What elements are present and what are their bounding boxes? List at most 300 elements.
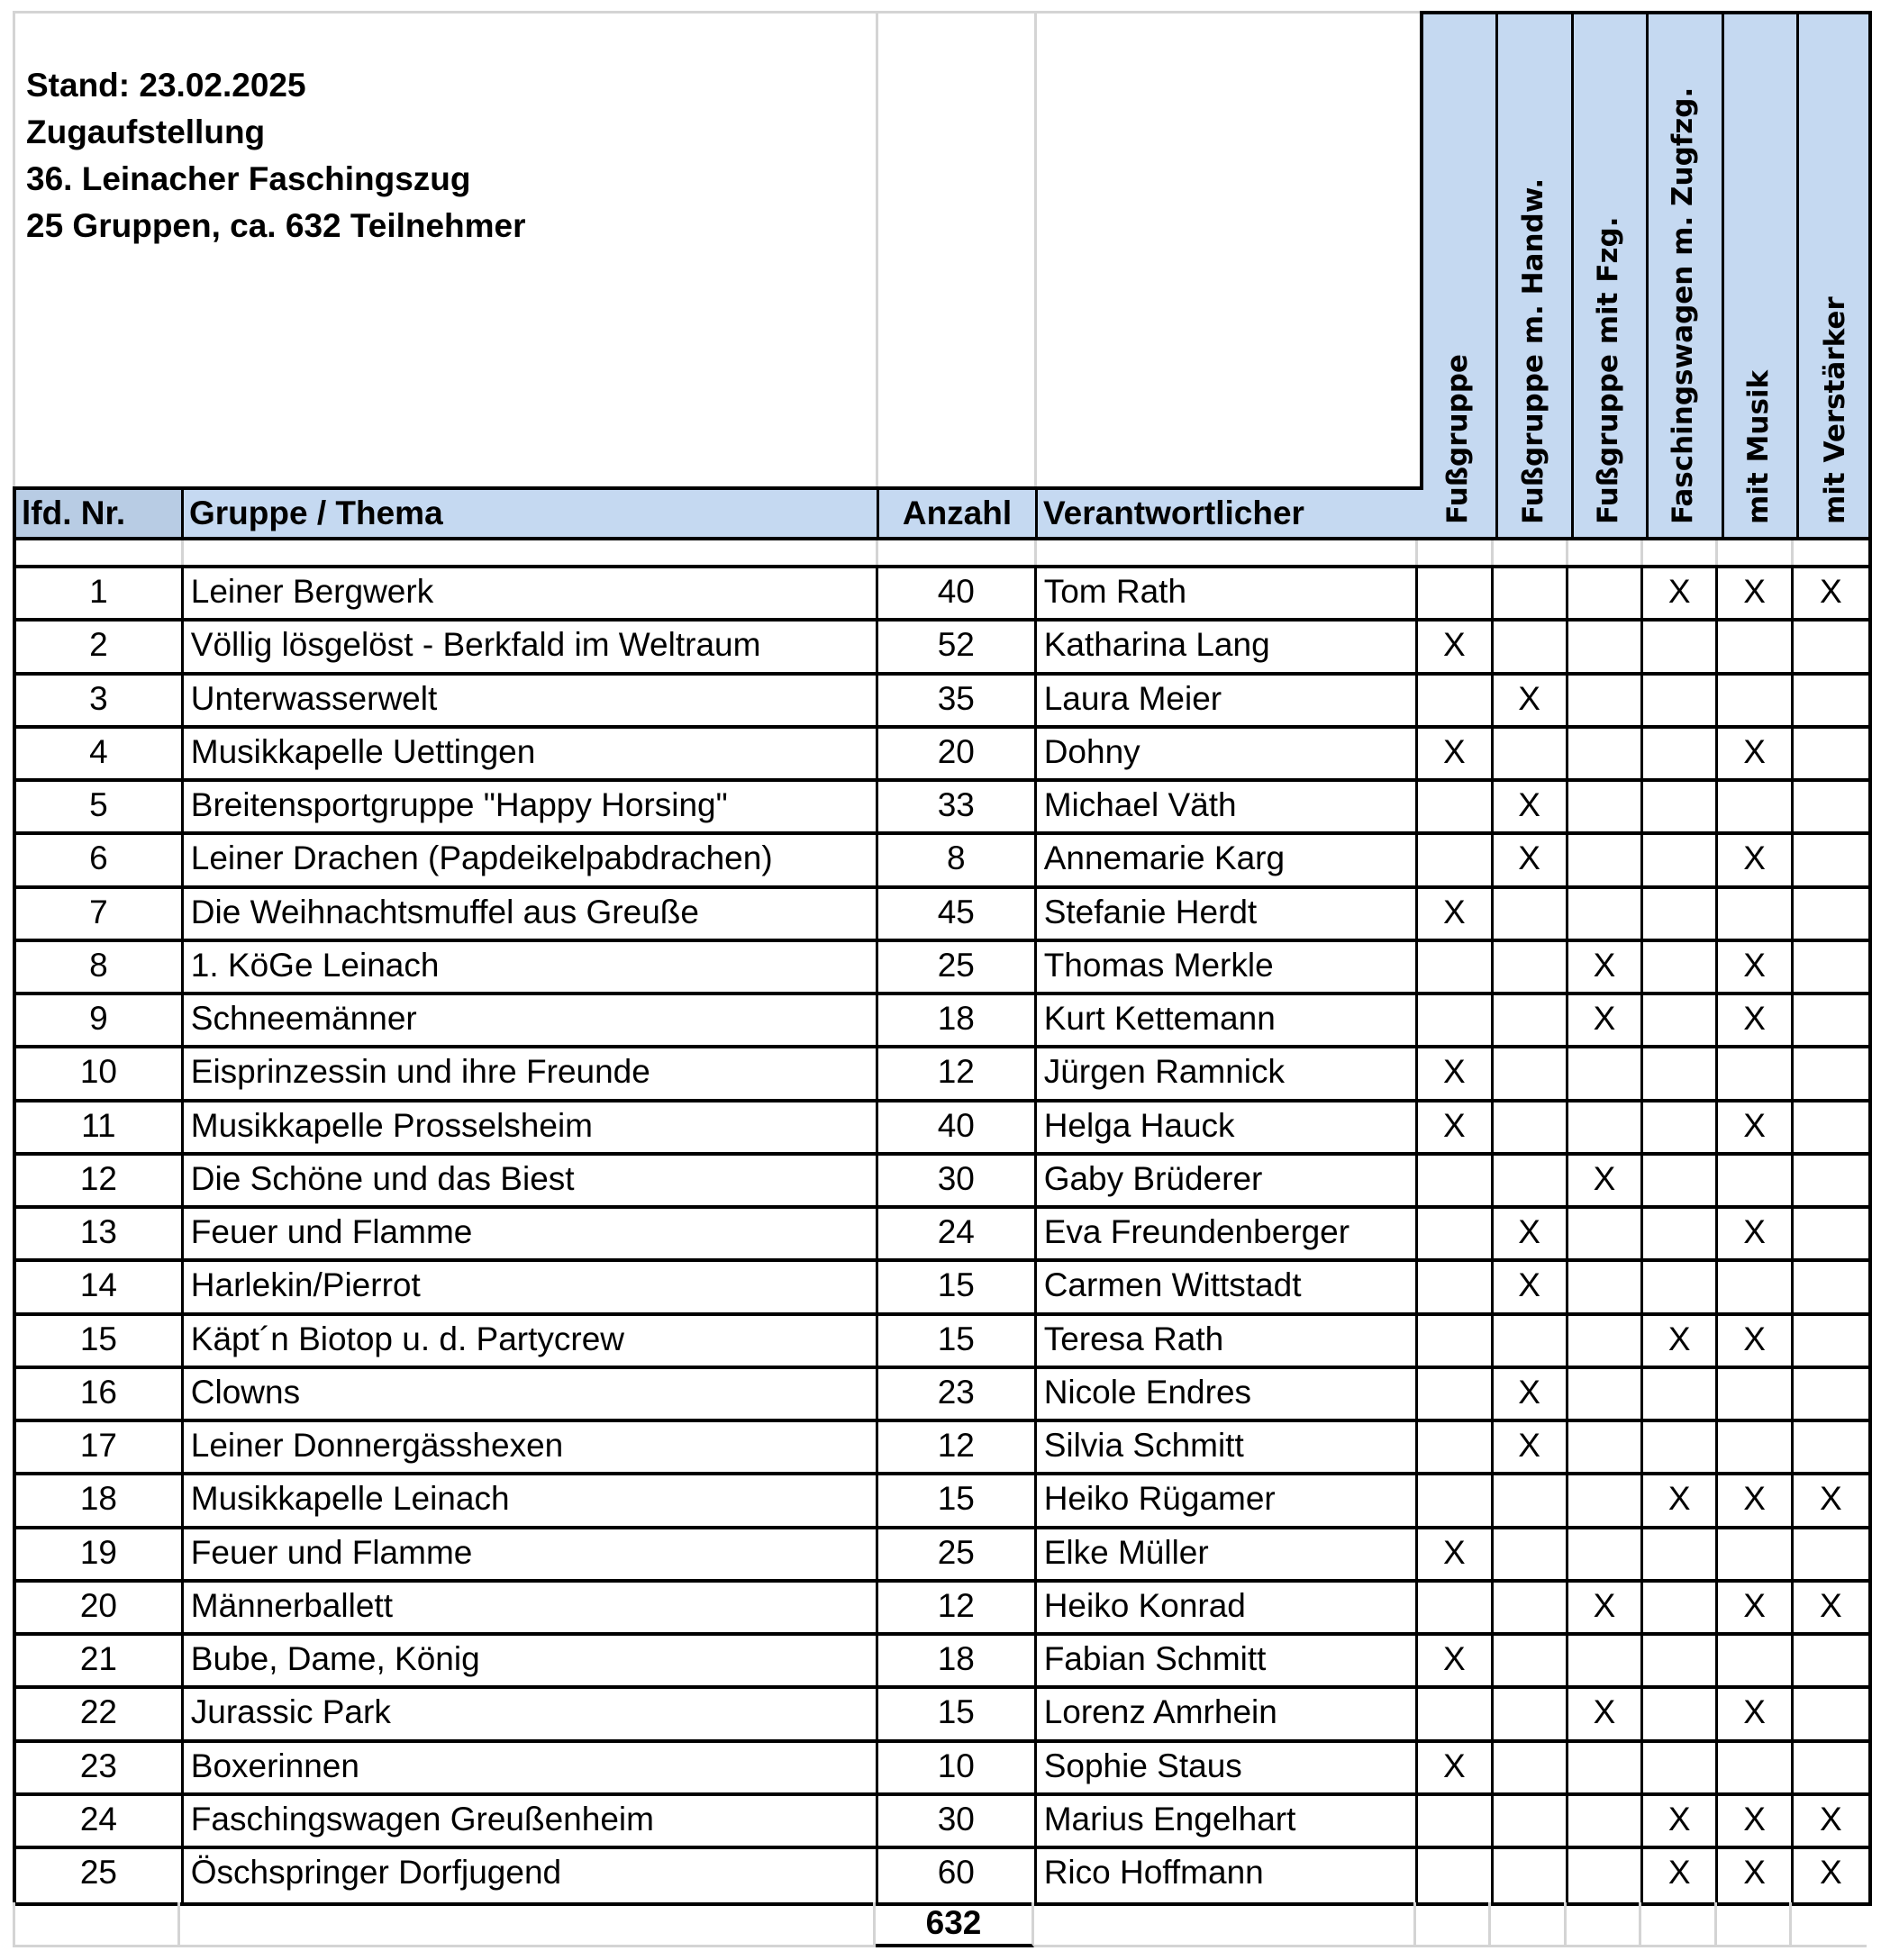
cell-nr[interactable]: 9 <box>16 995 184 1045</box>
cell-check-handwagen[interactable] <box>1494 1743 1568 1792</box>
cell-anzahl[interactable]: 12 <box>878 1583 1037 1632</box>
summary-line: 25 Gruppen, ca. 632 Teilnehmer <box>26 207 526 244</box>
table-row <box>16 676 1868 729</box>
cell-nr[interactable]: 19 <box>16 1529 184 1579</box>
cell-verantwortlicher[interactable]: Dohny <box>1037 729 1419 778</box>
table-row <box>16 1102 1868 1156</box>
cell-anzahl[interactable]: 33 <box>878 782 1037 831</box>
cell-nr[interactable]: 6 <box>16 835 184 885</box>
cell-check-fahrzeug[interactable] <box>1568 1529 1643 1579</box>
cell-nr[interactable]: 15 <box>16 1316 184 1366</box>
cell-gruppe[interactable]: Leiner Drachen (Papdeikelpabdrachen) <box>184 835 878 885</box>
cell-gruppe[interactable]: Feuer und Flamme <box>184 1209 878 1258</box>
cell-gruppe[interactable]: Harlekin/Pierrot <box>184 1262 878 1311</box>
cell-check-fahrzeug[interactable]: X <box>1568 1156 1643 1205</box>
spreadsheet <box>13 11 1872 1947</box>
cell-check-faschingswagen[interactable] <box>1643 622 1718 671</box>
cell-check-musik[interactable]: X <box>1718 1209 1793 1258</box>
cell-check-faschingswagen[interactable]: X <box>1643 1475 1718 1525</box>
cell-check-verstaerker[interactable]: X <box>1819 1854 1842 1891</box>
cell-nr[interactable]: 3 <box>16 676 184 725</box>
cell-check-faschingswagen[interactable] <box>1643 1422 1718 1472</box>
cell-check-handwagen[interactable]: X <box>1494 676 1568 725</box>
table-row <box>16 1369 1868 1422</box>
cell-check-verstaerker[interactable] <box>1794 942 1868 992</box>
cell-check-verstaerker[interactable]: X <box>1819 573 1842 610</box>
cell-check-fahrzeug[interactable] <box>1568 676 1643 725</box>
cell-check-fussgruppe[interactable] <box>1418 1209 1493 1258</box>
cell-nr[interactable]: 17 <box>16 1422 184 1472</box>
cell-check-faschingswagen[interactable] <box>1643 1102 1718 1152</box>
cell-check-handwagen[interactable] <box>1494 1048 1568 1098</box>
cell-check-verstaerker[interactable] <box>1794 1209 1868 1258</box>
cell-check-musik[interactable]: X <box>1718 1102 1793 1152</box>
cell-check-verstaerker[interactable] <box>1794 676 1868 725</box>
cell-check-verstaerker[interactable] <box>1794 1102 1868 1152</box>
cell-check-musik[interactable] <box>1718 676 1793 725</box>
table-row <box>16 1796 1868 1849</box>
cell-gruppe[interactable]: Faschingswagen Greußenheim <box>184 1796 878 1846</box>
cell-gruppe[interactable]: Bube, Dame, König <box>184 1636 878 1685</box>
cell-check-fahrzeug[interactable] <box>1568 1209 1643 1258</box>
cell-check-fussgruppe[interactable] <box>1418 1475 1493 1525</box>
table-row <box>16 1048 1868 1102</box>
cell-check-handwagen[interactable] <box>1494 1102 1568 1152</box>
cell-check-handwagen[interactable] <box>1494 1316 1568 1366</box>
gridline <box>1034 11 1037 486</box>
cell-check-musik[interactable]: X <box>1718 942 1793 992</box>
cell-check-fussgruppe[interactable]: X <box>1418 622 1493 671</box>
cell-anzahl[interactable]: 15 <box>878 1475 1037 1525</box>
cell-nr[interactable]: 12 <box>16 1156 184 1205</box>
cell-check-fahrzeug[interactable] <box>1568 1796 1643 1846</box>
table-row <box>16 1636 1868 1689</box>
cell-check-musik[interactable]: X <box>1718 568 1793 618</box>
cell-check-musik[interactable] <box>1718 1636 1793 1685</box>
cell-check-faschingswagen[interactable] <box>1643 942 1718 992</box>
cell-verantwortlicher[interactable]: Annemarie Karg <box>1037 835 1419 885</box>
cell-check-musik[interactable]: X <box>1718 1583 1793 1632</box>
cell-check-verstaerker[interactable] <box>1794 622 1868 671</box>
cell-check-faschingswagen[interactable] <box>1643 1369 1718 1419</box>
cell-check-faschingswagen[interactable] <box>1643 995 1718 1045</box>
cell-check-fahrzeug[interactable] <box>1568 1849 1643 1902</box>
cell-check-faschingswagen[interactable] <box>1643 676 1718 725</box>
cell-gruppe[interactable]: Die Weihnachtsmuffel aus Greuße <box>184 889 878 939</box>
cell-nr[interactable]: 21 <box>16 1636 184 1685</box>
cell-check-musik[interactable]: X <box>1718 1316 1793 1366</box>
cell-verantwortlicher[interactable]: Laura Meier <box>1037 676 1419 725</box>
cell-check-fussgruppe[interactable] <box>1418 1583 1493 1632</box>
cell-check-musik[interactable]: X <box>1718 1689 1793 1738</box>
cell-verantwortlicher[interactable]: Kurt Kettemann <box>1037 995 1419 1045</box>
cell-gruppe[interactable]: Eisprinzessin und ihre Freunde <box>184 1048 878 1098</box>
cell-check-musik[interactable]: X <box>1718 995 1793 1045</box>
table-row <box>16 1156 1868 1209</box>
cell-anzahl[interactable]: 10 <box>878 1743 1037 1792</box>
cell-check-musik[interactable] <box>1718 1422 1793 1472</box>
cell-check-handwagen[interactable] <box>1494 1689 1568 1738</box>
cell-check-verstaerker[interactable] <box>1794 729 1868 778</box>
cell-verantwortlicher[interactable]: Jürgen Ramnick <box>1037 1048 1419 1098</box>
cell-nr[interactable]: 10 <box>16 1048 184 1098</box>
cell-check-musik[interactable]: X <box>1718 1475 1793 1525</box>
cell-check-fahrzeug[interactable]: X <box>1568 1583 1643 1632</box>
cell-check-faschingswagen[interactable] <box>1643 889 1718 939</box>
header-anzahl[interactable]: Anzahl <box>879 490 1038 537</box>
document-title: Zugaufstellung <box>26 113 266 150</box>
status-date: Stand: 23.02.2025 <box>26 67 306 104</box>
cell-anzahl[interactable]: 8 <box>878 835 1037 885</box>
cell-verantwortlicher[interactable]: Elke Müller <box>1037 1529 1419 1579</box>
cell-anzahl[interactable]: 15 <box>878 1262 1037 1311</box>
cell-check-faschingswagen[interactable] <box>1643 1636 1718 1685</box>
cell-anzahl[interactable]: 18 <box>878 995 1037 1045</box>
header-gruppe[interactable]: Gruppe / Thema <box>184 490 879 537</box>
cell-anzahl[interactable]: 24 <box>878 1209 1037 1258</box>
cell-verantwortlicher[interactable]: Tom Rath <box>1037 568 1419 618</box>
cell-gruppe[interactable]: Schneemänner <box>184 995 878 1045</box>
cell-nr[interactable]: 18 <box>16 1475 184 1525</box>
cell-check-verstaerker[interactable]: X <box>1819 1800 1842 1838</box>
cell-anzahl[interactable]: 25 <box>878 942 1037 992</box>
table-row <box>16 1583 1868 1636</box>
cell-check-fussgruppe[interactable] <box>1418 835 1493 885</box>
table-row <box>16 622 1868 675</box>
cell-check-musik[interactable] <box>1718 1048 1793 1098</box>
cell-anzahl[interactable]: 15 <box>878 1316 1037 1366</box>
cell-check-fussgruppe[interactable] <box>1418 1156 1493 1205</box>
cell-check-verstaerker[interactable] <box>1794 835 1868 885</box>
cell-anzahl[interactable]: 18 <box>878 1636 1037 1685</box>
cell-verantwortlicher[interactable]: Silvia Schmitt <box>1037 1422 1419 1472</box>
table-row <box>16 1849 1868 1902</box>
cell-nr[interactable]: 11 <box>16 1102 184 1152</box>
cell-check-fahrzeug[interactable] <box>1568 1475 1643 1525</box>
table-row <box>16 889 1868 942</box>
cell-check-faschingswagen[interactable]: X <box>1643 1316 1718 1366</box>
cell-nr[interactable]: 24 <box>16 1796 184 1846</box>
table-row <box>16 1316 1868 1369</box>
cell-check-faschingswagen[interactable] <box>1643 1583 1718 1632</box>
cell-check-handwagen[interactable] <box>1494 889 1568 939</box>
cell-check-fussgruppe[interactable]: X <box>1418 1048 1493 1098</box>
header-fussgruppe[interactable]: Fußgruppe <box>1423 14 1498 537</box>
cell-verantwortlicher[interactable]: Eva Freundenberger <box>1037 1209 1419 1258</box>
cell-anzahl[interactable]: 40 <box>878 1102 1037 1152</box>
cell-nr[interactable]: 5 <box>16 782 184 831</box>
cell-check-fussgruppe[interactable]: X <box>1418 889 1493 939</box>
cell-anzahl[interactable]: 25 <box>878 1529 1037 1579</box>
cell-check-verstaerker[interactable] <box>1794 1048 1868 1098</box>
cell-check-handwagen[interactable] <box>1494 942 1568 992</box>
cell-check-handwagen[interactable] <box>1494 1796 1568 1846</box>
cell-check-verstaerker[interactable] <box>1794 1369 1868 1419</box>
cell-check-fussgruppe[interactable] <box>1418 676 1493 725</box>
cell-check-fahrzeug[interactable] <box>1568 782 1643 831</box>
cell-gruppe[interactable]: Feuer und Flamme <box>184 1529 878 1579</box>
cell-nr[interactable]: 1 <box>16 568 184 618</box>
cell-check-musik[interactable] <box>1718 1369 1793 1419</box>
cell-check-musik[interactable]: X <box>1718 1796 1793 1846</box>
cell-check-fahrzeug[interactable]: X <box>1568 1689 1643 1738</box>
cell-check-verstaerker[interactable] <box>1794 1636 1868 1685</box>
cell-gruppe[interactable]: Unterwasserwelt <box>184 676 878 725</box>
cell-check-fahrzeug[interactable] <box>1568 1262 1643 1311</box>
table-row <box>16 1743 1868 1796</box>
header-nr[interactable]: lfd. Nr. <box>16 490 184 537</box>
cell-check-musik[interactable] <box>1718 1156 1793 1205</box>
cell-check-fussgruppe[interactable] <box>1418 1796 1493 1846</box>
title-block <box>13 11 879 486</box>
cell-check-handwagen[interactable]: X <box>1494 835 1568 885</box>
header-fussgruppe-handwagen[interactable]: Fußgruppe m. Handw. <box>1498 14 1573 537</box>
cell-check-verstaerker[interactable] <box>1794 782 1868 831</box>
cell-check-fahrzeug[interactable] <box>1568 1048 1643 1098</box>
cell-check-fahrzeug[interactable] <box>1568 622 1643 671</box>
cell-check-handwagen[interactable]: X <box>1494 782 1568 831</box>
cell-check-fahrzeug[interactable]: X <box>1568 942 1643 992</box>
cell-check-handwagen[interactable] <box>1494 995 1568 1045</box>
cell-check-verstaerker[interactable] <box>1794 1156 1868 1205</box>
cell-check-fussgruppe[interactable] <box>1418 1316 1493 1366</box>
cell-check-musik[interactable] <box>1718 782 1793 831</box>
header-mit-musik[interactable]: mit Musik <box>1724 14 1799 537</box>
cell-gruppe[interactable]: Käpt´n Biotop u. d. Partycrew <box>184 1316 878 1366</box>
cell-verantwortlicher[interactable]: Nicole Endres <box>1037 1369 1419 1419</box>
cell-verantwortlicher[interactable]: Katharina Lang <box>1037 622 1419 671</box>
cell-gruppe[interactable]: 1. KöGe Leinach <box>184 942 878 992</box>
cell-check-musik[interactable]: X <box>1718 835 1793 885</box>
cell-check-verstaerker[interactable] <box>1794 995 1868 1045</box>
table-row <box>16 1529 1868 1583</box>
cell-nr[interactable]: 25 <box>16 1849 184 1902</box>
cell-check-musik[interactable] <box>1718 1262 1793 1311</box>
cell-anzahl[interactable]: 20 <box>878 729 1037 778</box>
cell-verantwortlicher[interactable]: Lorenz Amrhein <box>1037 1689 1419 1738</box>
category-header-block <box>1420 11 1872 540</box>
table-row <box>16 1209 1868 1262</box>
cell-check-faschingswagen[interactable] <box>1643 782 1718 831</box>
cell-verantwortlicher[interactable]: Rico Hoffmann <box>1037 1849 1419 1902</box>
cell-check-fussgruppe[interactable] <box>1418 942 1493 992</box>
table-row <box>16 782 1868 835</box>
cell-check-fahrzeug[interactable] <box>1568 1369 1643 1419</box>
cell-verantwortlicher[interactable]: Teresa Rath <box>1037 1316 1419 1366</box>
cell-check-verstaerker[interactable] <box>1794 1529 1868 1579</box>
cell-check-handwagen[interactable] <box>1494 1475 1568 1525</box>
cell-check-fahrzeug[interactable]: X <box>1568 995 1643 1045</box>
cell-anzahl[interactable]: 30 <box>878 1796 1037 1846</box>
cell-nr[interactable]: 7 <box>16 889 184 939</box>
cell-check-handwagen[interactable] <box>1494 1636 1568 1685</box>
cell-check-verstaerker[interactable] <box>1794 1262 1868 1311</box>
cell-verantwortlicher[interactable]: Stefanie Herdt <box>1037 889 1419 939</box>
cell-anzahl[interactable]: 23 <box>878 1369 1037 1419</box>
table-row <box>16 568 1868 622</box>
cell-anzahl[interactable]: 15 <box>878 1689 1037 1738</box>
cell-nr[interactable]: 20 <box>16 1583 184 1632</box>
cell-verantwortlicher[interactable]: Heiko Konrad <box>1037 1583 1419 1632</box>
cell-check-faschingswagen[interactable] <box>1643 1156 1718 1205</box>
cell-gruppe[interactable]: Clowns <box>184 1369 878 1419</box>
cell-check-handwagen[interactable] <box>1494 1156 1568 1205</box>
event-name: 36. Leinacher Faschingszug <box>26 160 471 197</box>
cell-gruppe[interactable]: Leiner Bergwerk <box>184 568 878 618</box>
header-mit-verstaerker[interactable]: mit Verstärker <box>1818 296 1851 524</box>
table-row <box>16 942 1868 995</box>
cell-check-fahrzeug[interactable] <box>1568 1422 1643 1472</box>
cell-check-fussgruppe[interactable]: X <box>1418 729 1493 778</box>
cell-gruppe[interactable]: Musikkapelle Leinach <box>184 1475 878 1525</box>
header-verantwortlicher[interactable]: Verantwortlicher <box>1043 495 1304 531</box>
cell-verantwortlicher[interactable]: Marius Engelhart <box>1037 1796 1419 1846</box>
cell-check-handwagen[interactable]: X <box>1494 1262 1568 1311</box>
cell-check-handwagen[interactable] <box>1494 1583 1568 1632</box>
table-row <box>16 1422 1868 1475</box>
cell-gruppe[interactable]: Boxerinnen <box>184 1743 878 1792</box>
cell-check-verstaerker[interactable] <box>1794 1422 1868 1472</box>
cell-nr[interactable]: 23 <box>16 1743 184 1792</box>
cell-gruppe[interactable]: Die Schöne und das Biest <box>184 1156 878 1205</box>
table-row <box>16 835 1868 888</box>
cell-check-faschingswagen[interactable] <box>1643 835 1718 885</box>
cell-check-fussgruppe[interactable] <box>1418 568 1493 618</box>
cell-check-fahrzeug[interactable] <box>1568 568 1643 618</box>
cell-check-faschingswagen[interactable] <box>1643 1048 1718 1098</box>
header-row <box>13 486 1423 540</box>
cell-check-fahrzeug[interactable] <box>1568 729 1643 778</box>
cell-check-verstaerker[interactable] <box>1794 1743 1868 1792</box>
cell-anzahl[interactable]: 12 <box>878 1422 1037 1472</box>
cell-check-handwagen[interactable]: X <box>1494 1209 1568 1258</box>
table-row <box>16 1262 1868 1315</box>
cell-check-verstaerker[interactable] <box>1794 889 1868 939</box>
cell-check-handwagen[interactable] <box>1494 1529 1568 1579</box>
cell-check-faschingswagen[interactable] <box>1643 729 1718 778</box>
cell-check-handwagen[interactable] <box>1494 1849 1568 1902</box>
cell-check-handwagen[interactable]: X <box>1494 1422 1568 1472</box>
cell-verantwortlicher[interactable]: Sophie Staus <box>1037 1743 1419 1792</box>
gridline <box>876 11 878 486</box>
table-row <box>16 1689 1868 1742</box>
cell-check-musik[interactable] <box>1718 889 1793 939</box>
spacer-row <box>13 540 1872 565</box>
cell-check-faschingswagen[interactable] <box>1643 1529 1718 1579</box>
cell-check-fussgruppe[interactable] <box>1418 782 1493 831</box>
totals-row <box>13 1902 1872 1947</box>
cell-anzahl[interactable]: 40 <box>878 568 1037 618</box>
cell-check-musik[interactable] <box>1718 1529 1793 1579</box>
cell-check-fussgruppe[interactable]: X <box>1418 1743 1493 1792</box>
cell-check-fahrzeug[interactable] <box>1568 1316 1643 1366</box>
cell-check-fussgruppe[interactable]: X <box>1418 1529 1493 1579</box>
table-row <box>16 1475 1868 1529</box>
table-row <box>16 995 1868 1048</box>
table-row <box>16 729 1868 782</box>
cell-check-fussgruppe[interactable] <box>1418 995 1493 1045</box>
cell-check-fussgruppe[interactable] <box>1418 1262 1493 1311</box>
cell-check-fussgruppe[interactable] <box>1418 1689 1493 1738</box>
cell-anzahl[interactable]: 60 <box>878 1849 1037 1902</box>
cell-anzahl[interactable]: 52 <box>878 622 1037 671</box>
cell-check-fussgruppe[interactable] <box>1418 1369 1493 1419</box>
cell-check-fahrzeug[interactable] <box>1568 1102 1643 1152</box>
cell-verantwortlicher[interactable]: Helga Hauck <box>1037 1102 1419 1152</box>
cell-check-handwagen[interactable] <box>1494 729 1568 778</box>
cell-gruppe[interactable]: Musikkapelle Uettingen <box>184 729 878 778</box>
cell-check-musik[interactable]: X <box>1718 729 1793 778</box>
cell-gruppe[interactable]: Leiner Donnergässhexen <box>184 1422 878 1472</box>
cell-check-faschingswagen[interactable]: X <box>1643 1796 1718 1846</box>
cell-gruppe[interactable]: Männerballett <box>184 1583 878 1632</box>
cell-check-fahrzeug[interactable] <box>1568 1743 1643 1792</box>
cell-nr[interactable]: 13 <box>16 1209 184 1258</box>
cell-check-verstaerker[interactable]: X <box>1819 1480 1842 1518</box>
cell-check-verstaerker[interactable]: X <box>1819 1586 1842 1624</box>
cell-anzahl[interactable]: 45 <box>878 889 1037 939</box>
cell-check-faschingswagen[interactable] <box>1643 1689 1718 1738</box>
cell-anzahl[interactable]: 35 <box>878 676 1037 725</box>
cell-check-faschingswagen[interactable]: X <box>1643 1849 1718 1902</box>
cell-check-faschingswagen[interactable]: X <box>1643 568 1718 618</box>
cell-check-faschingswagen[interactable] <box>1643 1262 1718 1311</box>
cell-verantwortlicher[interactable]: Michael Väth <box>1037 782 1419 831</box>
cell-verantwortlicher[interactable]: Carmen Wittstadt <box>1037 1262 1419 1311</box>
cell-verantwortlicher[interactable]: Thomas Merkle <box>1037 942 1419 992</box>
cell-check-fussgruppe[interactable] <box>1418 1422 1493 1472</box>
cell-nr[interactable]: 14 <box>16 1262 184 1311</box>
cell-gruppe[interactable]: Breitensportgruppe "Happy Horsing" <box>184 782 878 831</box>
cell-check-fahrzeug[interactable] <box>1568 1636 1643 1685</box>
cell-nr[interactable]: 8 <box>16 942 184 992</box>
header-faschingswagen[interactable]: Faschingswagen m. Zugfzg. <box>1649 14 1723 537</box>
cell-nr[interactable]: 2 <box>16 622 184 671</box>
cell-check-faschingswagen[interactable] <box>1643 1743 1718 1792</box>
cell-gruppe[interactable]: Jurassic Park <box>184 1689 878 1738</box>
cell-nr[interactable]: 22 <box>16 1689 184 1738</box>
cell-anzahl[interactable]: 12 <box>878 1048 1037 1098</box>
cell-check-verstaerker[interactable] <box>1794 1316 1868 1366</box>
cell-verantwortlicher[interactable]: Gaby Brüderer <box>1037 1156 1419 1205</box>
cell-gruppe[interactable]: Musikkapelle Prosselsheim <box>184 1102 878 1152</box>
cell-check-handwagen[interactable] <box>1494 622 1568 671</box>
cell-check-handwagen[interactable]: X <box>1494 1369 1568 1419</box>
cell-gruppe[interactable]: Öschspringer Dorfjugend <box>184 1849 878 1902</box>
cell-check-fahrzeug[interactable] <box>1568 889 1643 939</box>
cell-check-fussgruppe[interactable] <box>1418 1849 1493 1902</box>
cell-check-fussgruppe[interactable]: X <box>1418 1102 1493 1152</box>
cell-anzahl[interactable]: 30 <box>878 1156 1037 1205</box>
total-anzahl: 632 <box>876 1902 1034 1947</box>
cell-verantwortlicher[interactable]: Heiko Rügamer <box>1037 1475 1419 1525</box>
cell-check-verstaerker[interactable] <box>1794 1689 1868 1738</box>
cell-gruppe[interactable]: Völlig lösgelöst - Berkfald im Weltraum <box>184 622 878 671</box>
cell-nr[interactable]: 16 <box>16 1369 184 1419</box>
cell-check-musik[interactable]: X <box>1718 1849 1793 1902</box>
gridline <box>876 11 1420 14</box>
cell-check-faschingswagen[interactable] <box>1643 1209 1718 1258</box>
cell-check-handwagen[interactable] <box>1494 568 1568 618</box>
cell-nr[interactable]: 4 <box>16 729 184 778</box>
header-fussgruppe-fahrzeug[interactable]: Fußgruppe mit Fzg. <box>1574 14 1649 537</box>
cell-check-musik[interactable] <box>1718 1743 1793 1792</box>
cell-check-fahrzeug[interactable] <box>1568 835 1643 885</box>
cell-verantwortlicher[interactable]: Fabian Schmitt <box>1037 1636 1419 1685</box>
participants-table <box>13 565 1872 1906</box>
cell-check-musik[interactable] <box>1718 622 1793 671</box>
cell-check-fussgruppe[interactable]: X <box>1418 1636 1493 1685</box>
